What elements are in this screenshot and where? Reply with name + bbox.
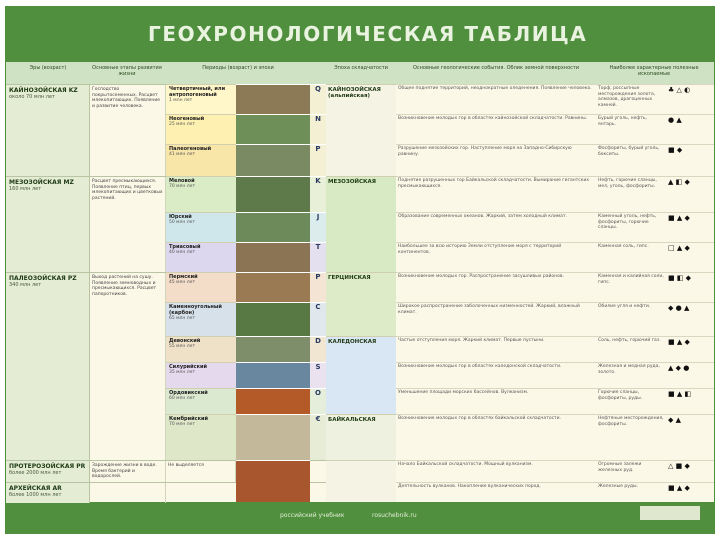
life-cell [90, 461, 166, 483]
era-name: АРХЕЙСКАЯ AR [9, 485, 62, 492]
mineral-symbols: □ ▲ ◆ [666, 242, 714, 272]
mineral-symbols: ■ ◧ ◆ [666, 272, 714, 302]
fold-cell [326, 176, 396, 272]
header-period: Периоды (возраст) и эпохи [202, 65, 274, 71]
minerals-cell: Каменная и калийная соли, гипс. [596, 272, 666, 302]
period-name: Юрский [169, 214, 192, 220]
fold-name: МЕЗОЗОЙСКАЯ [328, 179, 377, 185]
header-fold: Эпоха складчатости [334, 65, 388, 71]
header-era: Эры (возраст) [29, 65, 67, 71]
period-name: Меловой [169, 178, 195, 184]
period-cell [166, 388, 236, 414]
period-illustration [236, 460, 310, 502]
period-name: Силурийский [169, 364, 208, 370]
era-cell [6, 177, 90, 273]
minerals-cell: Бурый уголь, нефть, янтарь. [596, 114, 666, 144]
period-age: 41 млн лет [169, 152, 196, 157]
period-symbol: K [310, 176, 326, 212]
period-cell [166, 272, 236, 302]
events-cell: Широкое распространение заболоченных низменностей. Жаркий, влажный климат. [396, 302, 596, 336]
header-minerals: Наиболее характерные полезные ископаемые [609, 65, 699, 77]
fold-name: КАЙНОЗОЙСКАЯ (альпийская) [328, 87, 381, 99]
period-symbol: N [310, 114, 326, 144]
events-cell: Возникновение молодых гор. Распространение засушливых районов. [396, 272, 596, 302]
footer [0, 502, 720, 534]
period-name: Ордовикский [169, 390, 208, 396]
period-cell [166, 84, 236, 114]
mineral-symbols: ♣ △ ◐ [666, 84, 714, 114]
period-name: Девонский [169, 338, 201, 344]
period-cell [166, 336, 236, 362]
period-symbol: T [310, 242, 326, 272]
fold-cell [326, 272, 396, 336]
period-illustration [236, 144, 310, 176]
minerals-cell: Железная и медная руда, золото. [596, 362, 666, 388]
fold-name: ГЕРЦИНСКАЯ [328, 275, 371, 281]
period-illustration [236, 388, 310, 414]
mineral-symbols: △ ■ ◆ [666, 460, 714, 482]
period-name: Четвертичный, или антропогеновый [169, 86, 226, 98]
period-symbol: J [310, 212, 326, 242]
period-cell [166, 212, 236, 242]
period-age: 35 млн лет [169, 370, 196, 375]
minerals-cell: Торф, россыпные месторождения золота, алмазов, драгоценных камней. [596, 84, 666, 114]
life-cell [90, 483, 166, 503]
events-cell: Наибольшее за всю историю Земли отступление моря с территорий континентов. [396, 242, 596, 272]
period-symbol: D [310, 336, 326, 362]
period-name: Пермский [169, 274, 198, 280]
period-illustration [236, 336, 310, 362]
minerals-cell: Обилие угля и нефти. [596, 302, 666, 336]
minerals-cell: Нефть, горючие сланцы, мел, уголь, фосфориты. [596, 176, 666, 212]
events-cell: Начало Байкальской складчатости. Мощный вулканизм. [396, 460, 596, 482]
era-age: около 70 млн лет [9, 94, 55, 100]
events-cell: Деятельность вулканов. Накопление вулканических пород. [396, 482, 596, 502]
period-age: 25 млн лет [169, 122, 196, 127]
minerals-cell: Каменная соль, гипс. [596, 242, 666, 272]
period-symbol: C [310, 302, 326, 336]
period-name: Кембрийский [169, 416, 209, 422]
period-age: 60 млн лет [169, 396, 196, 401]
mineral-symbols: ◆ ● ▲ [666, 302, 714, 336]
period-symbol: € [310, 414, 326, 460]
table-header [6, 62, 714, 85]
period-name: Палеогеновый [169, 146, 212, 152]
period-age: 70 млн лет [169, 422, 196, 427]
period-age: 55 млн лет [169, 344, 196, 349]
period-cell [166, 414, 236, 460]
era-age: 160 млн лет [9, 186, 42, 192]
minerals-cell: Железные руды. [596, 482, 666, 502]
period-cell [166, 461, 236, 483]
period-illustration [236, 114, 310, 144]
fold-name: БАЙКАЛЬСКАЯ [328, 417, 376, 423]
period-age: 50 млн лет [169, 220, 196, 225]
footer-legend-box [640, 506, 700, 520]
period-illustration [236, 414, 310, 460]
fold-cell [326, 336, 396, 414]
life-cell [90, 177, 166, 273]
era-name: ПАЛЕОЗОЙСКАЯ PZ [9, 275, 77, 282]
period-cell [166, 242, 236, 272]
period-symbol: P [310, 144, 326, 176]
period-cell [166, 114, 236, 144]
era-cell [6, 461, 90, 483]
life-text: Расцвет пресмыкающихся. Появление птиц, первых млекопитающих и цветковых растений. [92, 179, 163, 201]
period-symbol: P [310, 272, 326, 302]
events-cell: Возникновение молодых гор в областях кайнозойской складчатости. Равнины. [396, 114, 596, 144]
events-cell: Общее поднятие территорий, неоднократные оледенения. Появление человека. [396, 84, 596, 114]
mineral-symbols: ▲ ◆ ● [666, 362, 714, 388]
header-events: Основные геологические события. Облик земной поверхности [412, 65, 580, 71]
era-age: более 1000 млн лет [9, 492, 62, 498]
mineral-symbols: ■ ▲ ◆ [666, 212, 714, 242]
minerals-cell: Огромные залежи железных руд. [596, 460, 666, 482]
mineral-symbols: ▲ ◧ ◆ [666, 176, 714, 212]
period-name: Неогеновый [169, 116, 205, 122]
period-cell [166, 302, 236, 336]
mineral-symbols: ■ ▲ ◆ [666, 336, 714, 362]
life-text: Выход растений на сушу. Появление земноводных и пресмыкающихся. Расцвет папоротников. [92, 275, 157, 297]
period-symbol: S [310, 362, 326, 388]
fold-cell [326, 84, 396, 176]
era-age: 340 млн лет [9, 282, 42, 288]
life-cell [90, 85, 166, 177]
period-age: 1 млн лет [169, 98, 193, 103]
no-fold-text: Не выделяется [168, 463, 204, 468]
period-illustration [236, 84, 310, 114]
period-illustration [236, 302, 310, 336]
era-name: ПРОТЕРОЗОЙСКАЯ PR [9, 463, 86, 470]
mineral-symbols: ■ ▲ ◆ [666, 482, 714, 502]
fold-cell [326, 460, 396, 502]
era-name: МЕЗОЗОЙСКАЯ MZ [9, 179, 74, 186]
minerals-cell: Горючие сланцы, фосфориты, руды. [596, 388, 666, 414]
events-cell: Уменьшение площади морских бассейнов. Вулканизм. [396, 388, 596, 414]
minerals-cell: Фосфориты, бурый уголь, бокситы. [596, 144, 666, 176]
period-symbol: O [310, 388, 326, 414]
events-cell: Частые отступления моря. Жаркий климат. Первые пустыни. [396, 336, 596, 362]
mineral-symbols: ■ ◆ [666, 144, 714, 176]
fold-cell [326, 414, 396, 460]
events-cell: Разрушение мезозойских гор. Наступление моря на Западно-Сибирскую равнину. [396, 144, 596, 176]
period-illustration [236, 212, 310, 242]
events-cell: Возникновение молодых гор в областях байкальской складчатости. [396, 414, 596, 460]
events-cell: Образование современных океанов. Жаркий, затем холодный климат. [396, 212, 596, 242]
era-cell [6, 85, 90, 177]
life-text: Господство покрытосеменных. Расцвет млекопитающих. Появление и развитие человека. [92, 87, 161, 109]
period-illustration [236, 242, 310, 272]
era-cell [6, 483, 90, 503]
events-cell: Поднятие разрушенных гор Байкальской складчатости. Вымирание гигантских пресмыкающихся. [396, 176, 596, 212]
period-cell [166, 144, 236, 176]
period-symbol: Q [310, 84, 326, 114]
period-name: Триасовый [169, 244, 201, 250]
period-illustration [236, 176, 310, 212]
period-age: 40 млн лет [169, 250, 196, 255]
minerals-cell: Каменный уголь, нефть, фосфориты, горючие сланцы. [596, 212, 666, 242]
publisher-site: rosuchebnik.ru [372, 512, 417, 519]
period-age: 65 млн лет [169, 316, 196, 321]
publisher-logo-text: российский учебник [280, 512, 345, 519]
life-cell [90, 273, 166, 461]
period-name: Каменноугольный (карбон) [169, 304, 222, 316]
era-cell [6, 273, 90, 461]
mineral-symbols: ● ▲ [666, 114, 714, 144]
period-illustration [236, 362, 310, 388]
fold-name: КАЛЕДОНСКАЯ [328, 339, 377, 345]
life-text: Зарождение жизни в воде. Время бактерий и водорослей. [92, 463, 157, 479]
table-sheet [6, 62, 714, 502]
mineral-symbols: ◆ ▲ [666, 414, 714, 460]
period-age: 70 млн лет [169, 184, 196, 189]
minerals-cell: Нефтяные месторождения, фосфориты. [596, 414, 666, 460]
minerals-cell: Соль, нефть, горючий газ. [596, 336, 666, 362]
period-age: 45 млн лет [169, 280, 196, 285]
era-age: более 2000 млн лет [9, 470, 62, 476]
period-illustration [236, 272, 310, 302]
page-title: ГЕОХРОНОЛОГИЧЕСКАЯ ТАБЛИЦА [148, 22, 588, 46]
period-cell [166, 176, 236, 212]
mineral-symbols: ■ ▲ ◧ [666, 388, 714, 414]
header-life: Основные этапы развития жизни [92, 65, 162, 77]
events-cell: Возникновение молодых гор в областях каледонской складчатости. [396, 362, 596, 388]
era-name: КАЙНОЗОЙСКАЯ KZ [9, 87, 78, 94]
period-cell [166, 362, 236, 388]
